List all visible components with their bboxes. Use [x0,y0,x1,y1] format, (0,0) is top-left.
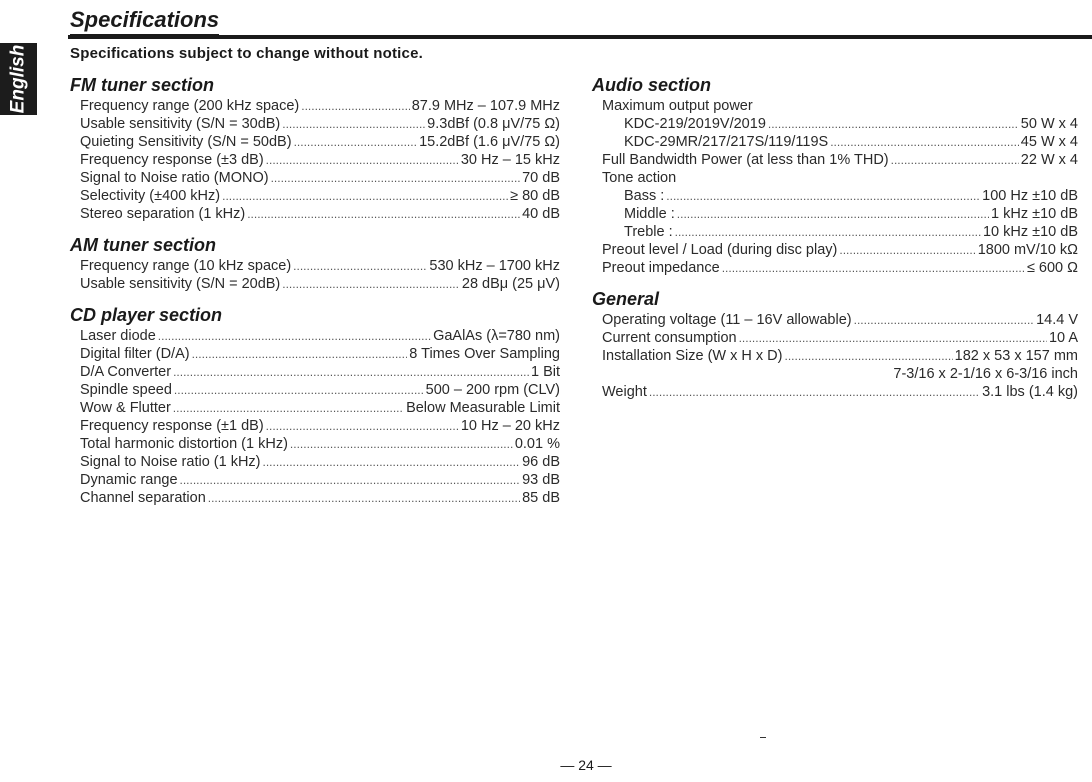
spec-value: 10 A [1048,330,1078,346]
spec-row [70,345,560,363]
language-tab-english [0,43,37,115]
spec-value: 10 kHz ±10 dB [982,224,1078,240]
spec-label: Weight [602,384,647,400]
fm-tuner-section [70,73,560,223]
installation-size-inch: 7-3/16 x 2-1/16 x 6-3/16 inch [893,366,1078,382]
right-column [592,73,1078,411]
spec-value: 45 W x 4 [1020,134,1078,150]
left-column [70,73,560,517]
spec-value: 182 x 53 x 157 mm [954,348,1078,364]
spec-value: 85 dB [522,490,560,506]
spec-value: 3.1 lbs (1.4 kg) [982,384,1078,400]
spec-value: 8 Times Over Sampling [409,346,560,362]
spec-label: KDC-29MR/217/217S/119/119S [624,134,829,150]
spec-row [592,151,1078,169]
spec-row [70,327,560,345]
spec-row [70,275,560,293]
spec-value: 22 W x 4 [1020,152,1078,168]
spec-row [70,381,560,399]
spec-label: Frequency response (±3 dB) [80,152,264,168]
spec-label: KDC-219/2019V/2019 [624,116,766,132]
spec-row [592,329,1078,347]
max-output-label: Maximum output power [602,98,753,114]
spec-value: 40 dB [522,206,560,222]
spec-label: Signal to Noise ratio (1 kHz) [80,454,261,470]
general-section [592,287,1078,401]
spec-value: GaAlAs (λ=780 nm) [433,328,560,344]
spec-value: 93 dB [522,472,560,488]
spec-row [592,311,1078,329]
spec-row [70,151,560,169]
spec-row [70,169,560,187]
spec-value: 30 Hz – 15 kHz [460,152,560,168]
language-tab-label: English [7,44,29,114]
spec-value: 100 Hz ±10 dB [982,188,1078,204]
title-underline-rule [68,35,1092,39]
spec-label: Treble : [624,224,673,240]
tone-action-label: Tone action [602,170,677,186]
spec-value: 530 kHz – 1700 kHz [429,258,560,274]
spec-label: Quieting Sensitivity (S/N = 50dB) [80,134,292,150]
spec-row [70,363,560,381]
spec-row [592,259,1078,277]
spec-value: 9.3dBf (0.8 μV/75 Ω) [427,116,560,132]
spec-label: Digital filter (D/A) [80,346,190,362]
spec-value: ≥ 80 dB [510,188,560,204]
spec-row [70,489,560,507]
spec-label: Installation Size (W x H x D) [602,348,783,364]
spec-label: Total harmonic distortion (1 kHz) [80,436,288,452]
spec-value: 15.2dBf (1.6 μV/75 Ω) [419,134,560,150]
spec-row [70,205,560,223]
spec-row [70,435,560,453]
spec-value: 87.9 MHz – 107.9 MHz [411,98,560,114]
spec-label: Usable sensitivity (S/N = 30dB) [80,116,281,132]
spec-value: 50 W x 4 [1020,116,1078,132]
cd-player-section [70,303,560,507]
spec-value: 0.01 % [514,436,560,452]
spec-label: Wow & Flutter [80,400,171,416]
am-tuner-section [70,233,560,293]
spec-value: 10 Hz – 20 kHz [460,418,560,434]
spec-value: 1 kHz ±10 dB [991,206,1078,222]
spec-row [592,205,1078,223]
page-number: — 24 — [560,757,612,773]
spec-value: 70 dB [522,170,560,186]
audio-section [592,73,1078,277]
spec-row [70,187,560,205]
spec-label: Stereo separation (1 kHz) [80,206,246,222]
spec-row [592,115,1078,133]
spec-label: Preout level / Load (during disc play) [602,242,838,258]
spec-row [70,471,560,489]
cd-player-heading: CD player section [70,305,223,325]
spec-row [70,115,560,133]
spec-value: 96 dB [522,454,560,470]
page-title: Specifications [70,6,219,36]
spec-label: Channel separation [80,490,206,506]
spec-value: 1800 mV/10 kΩ [977,242,1078,258]
spec-row [70,257,560,275]
spec-value: 1 Bit [530,364,560,380]
spec-row [70,453,560,471]
stray-mark [760,737,766,738]
specifications-notice: Specifications subject to change without notice. [70,45,423,62]
spec-row [592,241,1078,259]
spec-label: D/A Converter [80,364,172,380]
spec-label: Operating voltage (11 – 16V allowable) [602,312,852,328]
spec-value: 14.4 V [1036,312,1078,328]
general-heading: General [592,289,660,309]
spec-label: Preout impedance [602,260,720,276]
spec-label: Frequency range (200 kHz space) [80,98,300,114]
spec-row [70,133,560,151]
spec-label: Spindle speed [80,382,172,398]
spec-label: Usable sensitivity (S/N = 20dB) [80,276,281,292]
spec-label: Frequency range (10 kHz space) [80,258,292,274]
spec-label: Current consumption [602,330,737,346]
am-tuner-heading: AM tuner section [70,235,217,255]
spec-label: Selectivity (±400 kHz) [80,188,221,204]
spec-value: 28 dBμ (25 μV) [461,276,560,292]
spec-label: Dynamic range [80,472,178,488]
spec-row [592,383,1078,401]
spec-row [70,417,560,435]
spec-row [70,97,560,115]
spec-row [592,347,1078,365]
spec-row [592,133,1078,151]
spec-label: Full Bandwidth Power (at less than 1% THD) [602,152,889,168]
spec-label: Frequency response (±1 dB) [80,418,264,434]
spec-row [592,223,1078,241]
spec-label: Bass : [624,188,665,204]
spec-value: Below Measurable Limit [406,400,560,416]
spec-row [592,187,1078,205]
spec-value: ≤ 600 Ω [1026,260,1078,276]
spec-value: 500 – 200 rpm (CLV) [425,382,560,398]
spec-label: Middle : [624,206,675,222]
spec-label: Signal to Noise ratio (MONO) [80,170,269,186]
spec-row [70,399,560,417]
fm-tuner-heading: FM tuner section [70,75,215,95]
spec-label: Laser diode [80,328,156,344]
audio-heading: Audio section [592,75,712,95]
